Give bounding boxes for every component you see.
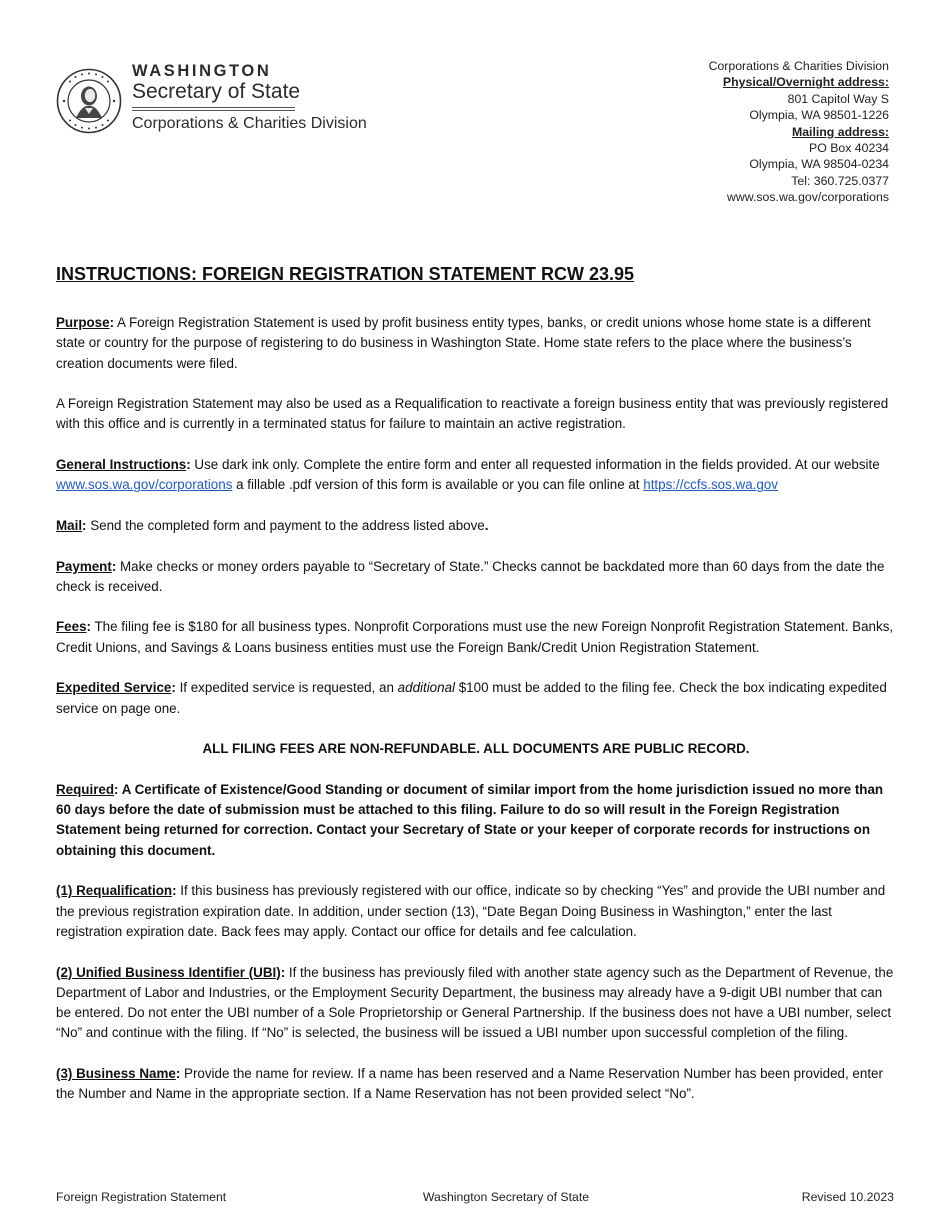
logo-divider [132,107,295,108]
ccfs-online-filing-link[interactable]: https://ccfs.sos.wa.gov [643,477,778,493]
mailing-address-line2: Olympia, WA 98504-0234 [749,157,889,172]
mailing-address-line1: PO Box 40234 [809,141,889,156]
required-paragraph [56,780,896,861]
physical-address-line1: 801 Capitol Way S [787,91,889,106]
logo-divider [132,110,295,111]
sos-website-link[interactable]: www.sos.wa.gov/corporations [56,477,233,493]
payment-heading: Payment [56,558,112,574]
website: www.sos.wa.gov/corporations [727,190,889,205]
mail-text: Send the completed form and payment to the address listed above [86,517,485,533]
mail-paragraph: Mail: Send the completed form and payment to the address listed above. [56,517,489,533]
item3-text: Provide the name for review. If a name has been reserved and a Name Reservation Number has been provided, enter the Number and Name in the appropriate section. If a Name Reservation has not been provided select “No”. [56,1065,883,1102]
address-division: Corporations & Charities Division [708,59,889,73]
item1-text: If this business has previously registered with our office, indicate so by checking “Yes” and provide the UBI number and the previous registration expiration date. In addition, under section (13), “Date Began Doing Business in Washington,” enter the last registration expiration date. Back fees may apply. Contact our office for details and fee calculation. [56,883,886,939]
mailing-address-label: Mailing address: [791,124,889,139]
expedited-service-italic: additional [397,680,456,696]
payment-paragraph: Payment: Make checks or money orders payable to “Secretary of State.” Checks cannot be backdated more than 60 days from the date the check is received. [56,558,885,594]
physical-address-line2: Olympia, WA 98501-1226 [749,108,889,123]
contact-address-block [709,58,889,206]
purpose-text: A Foreign Registration Statement is used by profit business entity types, banks, or credit unions whose home state is a different state or country for the purpose of registering to do business in Washington State. Home state refers to the place where the business’s creation documents were filed. [56,315,871,371]
item1-heading: (1) Requalification [56,883,173,899]
mail-heading: Mail [56,517,83,533]
fees-paragraph: Fees: The filing fee is $180 for all business types. Nonprofit Corporations must use the new Foreign Nonprofit Registration Statement. Banks, Credit Unions, and Savings & Loans business entities must use the Foreign Bank/Credit Union Registration Statement. [56,619,894,655]
requalification-note: A Foreign Registration Statement may also be used as a Requalification to reactivate a foreign business entity that was previously registered with this office and is currently in a terminated status for failure to maintain an active registration. [56,396,889,432]
agency-logo [56,62,396,138]
general-instructions-text: Use dark ink only. Complete the entire form and enter all requested information in the fields provided. At our website [190,457,880,473]
required-heading: Required [56,781,115,797]
requalification-instructions: (1) Requalification: If this business has previously registered with our office, indicate so by checking “Yes” and provide the UBI number and the previous registration expiration date. In addition, under section (13), “Date Began Doing Business in Washington,” enter the last registration expiration date. Back fees may apply. Contact our office for details and fee calculation. [56,883,886,939]
purpose-paragraph: Purpose: A Foreign Registration Statement is used by profit business entity types, banks, or credit unions whose home state is a different state or country for the purpose of registering to do business in Washington State. Home state refers to the place where the business’s creation documents were filed. [56,315,871,371]
logo-office-name: Secretary of State [132,80,301,103]
expedited-service-heading: Expedited Service [56,680,172,696]
state-seal-icon [56,68,122,134]
expedited-service-paragraph: Expedited Service: If expedited service is requested, an additional $100 must be added to the filing fee. Check the box indicating expedited service on page one. [56,680,887,716]
fees-notice: ALL FILING FEES ARE NON-REFUNDABLE. ALL DOCUMENTS ARE PUBLIC RECORD. [202,741,750,757]
item3-heading: (3) Business Name [56,1065,176,1081]
instructions-body [56,262,896,1125]
purpose-heading: Purpose [56,315,110,330]
business-name-instructions: (3) Business Name: Provide the name for review. If a name has been reserved and a Name Reservation Number has been provided, enter the Number and Name in the appropriate section. If a Name Reservation has not been provided select “No”. [56,1065,883,1102]
page-title: INSTRUCTIONS: FOREIGN REGISTRATION STATEMENT RCW 23.95 [56,264,635,284]
mail-text-end: . [484,517,489,533]
item2-heading: (2) Unified Business Identifier (UBI) [56,964,281,980]
fees-text: The filing fee is $180 for all business types. Nonprofit Corporations must use the new Foreign Nonprofit Registration Statement. Banks, Credit Unions, and Savings & Loans business entities must use the Foreign Bank/Credit Union Registration Statement. [56,619,894,655]
ubi-instructions: (2) Unified Business Identifier (UBI): If the business has previously filed with another state agency such as the Department of Revenue, the Department of Labor and Industries, or the Employment Security Department, the business may already have a 9-digit UBI number that can be entered. Do not enter the UBI number of a Sole Proprietorship or General Partnership. If the business does not have a UBI number, select “No” and continue with the filing. If “No” is selected, the business will be issued a UBI number upon successful completion of the filing. [56,964,894,1041]
general-instructions-paragraph: General Instructions: Use dark ink only. Complete the entire form and enter all requested information in the fields provided. At our website www.sos.wa.gov/corporations a fillable .pdf version of this form is available or you can file online at https://ccfs.sos.wa.gov [56,457,880,493]
expedited-service-text: If expedited service is requested, an [175,680,398,696]
general-instructions-heading: General Instructions [56,457,187,473]
footer-form-name: Foreign Registration Statement [56,1190,227,1204]
footer-revision: Revised 10.2023 [801,1190,894,1204]
fees-heading: Fees [56,619,87,635]
footer-agency: Washington Secretary of State [422,1190,590,1204]
item2-text: If the business has previously filed with another state agency such as the Department of Revenue, the Department of Labor and Industries, or the Employment Security Department, the business may already have a 9-digit UBI number that can be entered. Do not enter the UBI number of a Sole Proprietorship or General Partnership. If the business does not have a UBI number, select “No” and continue with the filing. If “No” is selected, the business will be issued a UBI number upon successful completion of the filing. [56,964,894,1041]
logo-division-name: Corporations & Charities Division [132,115,367,132]
logo-state-name: WASHINGTON [132,62,272,80]
general-instructions-text: a fillable .pdf version of this form is available or you can file online at [232,477,644,493]
required-text: : A Certificate of Existence/Good Standing or document of similar import from the home jurisdiction issued no more than 60 days before the date of submission must be attached to this filing. Failure to do so will result in the Foreign Registration Statement being returned for correction. Contact your Secretary of State or your keeper of corporate records for instructions on obtaining this document. [56,781,884,858]
expedited-service-text: $100 must be added to the filing fee. Check the box indicating expedited service on page one. [56,680,887,716]
payment-text: Make checks or money orders payable to “Secretary of State.” Checks cannot be backdated more than 60 days from the date the check is received. [56,558,885,594]
telephone: Tel: 360.725.0377 [791,173,889,188]
physical-address-label: Physical/Overnight address: [722,75,889,90]
